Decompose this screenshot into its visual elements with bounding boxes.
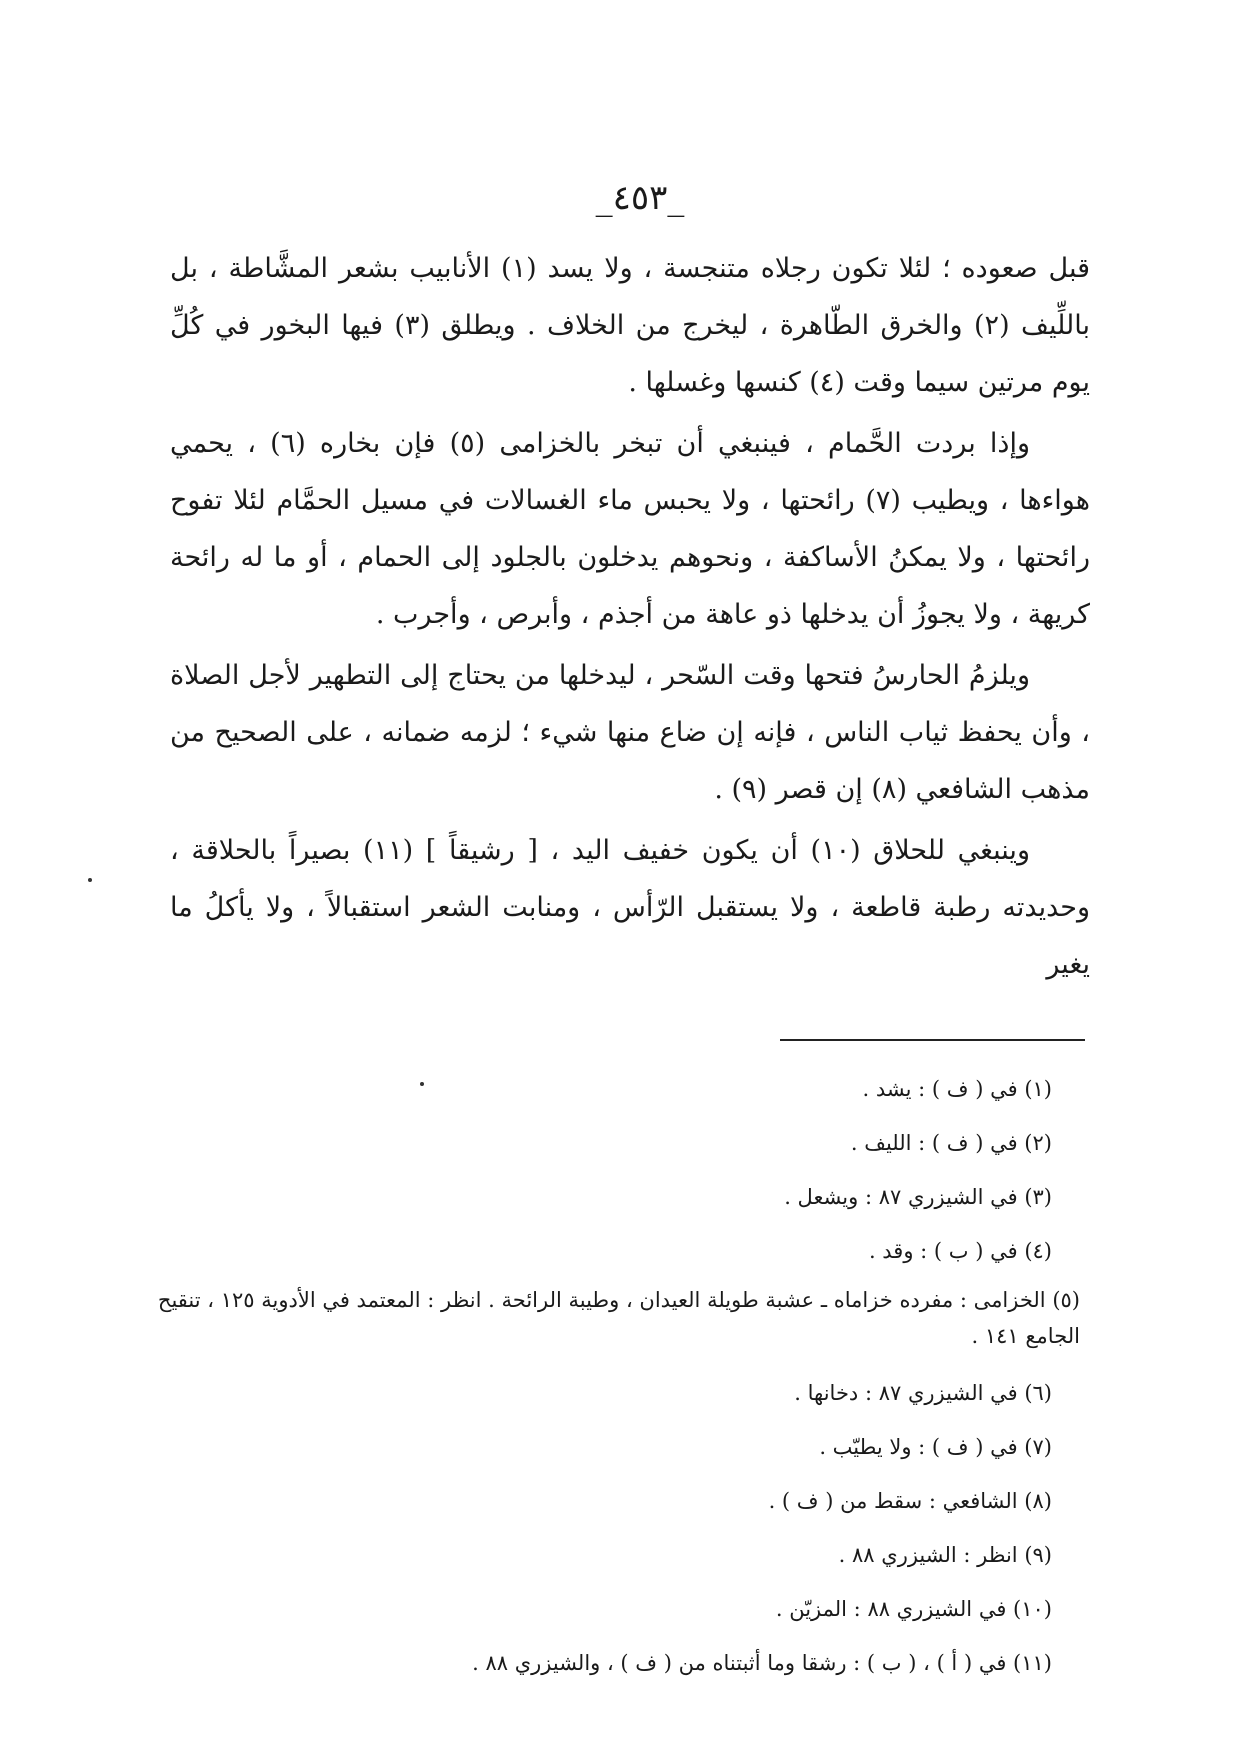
scan-speck: [420, 1082, 424, 1086]
footnote-1: (١) في ( ف ) : يشد .: [862, 1077, 1052, 1101]
scan-speck: [88, 878, 92, 882]
footnote-7: (٧) في ( ف ) : ولا يطيّب .: [819, 1435, 1052, 1459]
footnote-separator: [780, 1039, 1085, 1041]
footnote-8: (٨) الشافعي : سقط من ( ف ) .: [768, 1489, 1052, 1513]
body-paragraph-1: قبل صعوده ؛ لئلا تكون رجلاه متنجسة ، ولا يسد (١) الأنابيب بشعر المشَّاطة ، بل باللِّيف (٢) والخرق الطّاهرة ، ليخرج من الخلاف . ويطلق (٣) فيها البخور في كُلِّ يوم مرتين سيما وقت (٤) كنسها وغسلها .: [170, 253, 1091, 398]
footnote-5: (٥) الخزامى : مفرده خزاماه ـ عشبة طويلة العيدان ، وطيبة الرائحة . انظر : المعتمد في الأدوية ١٢٥ ، تنقيح الجامع ١٤١ .: [157, 1288, 1080, 1348]
body-paragraph-2: وإذا بردت الحَّمام ، فينبغي أن تبخر بالخزامى (٥) فإن بخاره (٦) ، يحمي هواءها ، ويطيب (٧) رائحتها ، ولا يحبس ماء الغسالات في مسيل الحمَّام لئلا تفوح رائحتها ، ولا يمكنُ الأساكفة ، ونحوهم يدخلون بالجلود إلى الحمام ، أو ما له رائحة كريهة ، ولا يجوزُ أن يدخلها ذو عاهة من أجذم ، وأبرص ، وأجرب .: [170, 428, 1090, 630]
footnote-11: (١١) في ( أ ) ، ( ب ) : رشقا وما أثبتناه من ( ف ) ، والشيزري ٨٨ .: [472, 1651, 1052, 1675]
footnote-6: (٦) في الشيزري ٨٧ : دخانها .: [794, 1381, 1052, 1405]
footnote-4: (٤) في ( ب ) : وقد .: [868, 1239, 1052, 1263]
footnote-3: (٣) في الشيزري ٨٧ : ويشعل .: [784, 1185, 1052, 1209]
footnotes: [140, 1062, 1080, 1690]
page-number: _٤٥٣_: [595, 178, 685, 218]
main-text: [170, 240, 1090, 997]
footnote-9: (٩) انظر : الشيزري ٨٨ .: [838, 1543, 1052, 1567]
body-paragraph-4: وينبغي للحلاق (١٠) أن يكون خفيف اليد ، [ رشيقاً ] (١١) بصيراً بالحلاقة ، وحديدته رطبة قاطعة ، ولا يستقبل الرّأس ، ومنابت الشعر استقبالاً ، ولا يأكلُ ما يغير: [170, 835, 1090, 980]
footnote-2: (٢) في ( ف ) : الليف .: [850, 1131, 1052, 1155]
footnote-10: (١٠) في الشيزري ٨٨ : المزيّن .: [775, 1597, 1052, 1621]
body-paragraph-3: ويلزمُ الحارسُ فتحها وقت السّحر ، ليدخلها من يحتاج إلى التطهير لأجل الصلاة ، وأن يحفظ ثياب الناس ، فإنه إن ضاع منها شيء ؛ لزمه ضمانه ، على الصحيح من مذهب الشافعي (٨) إن قصر (٩) .: [170, 660, 1090, 805]
